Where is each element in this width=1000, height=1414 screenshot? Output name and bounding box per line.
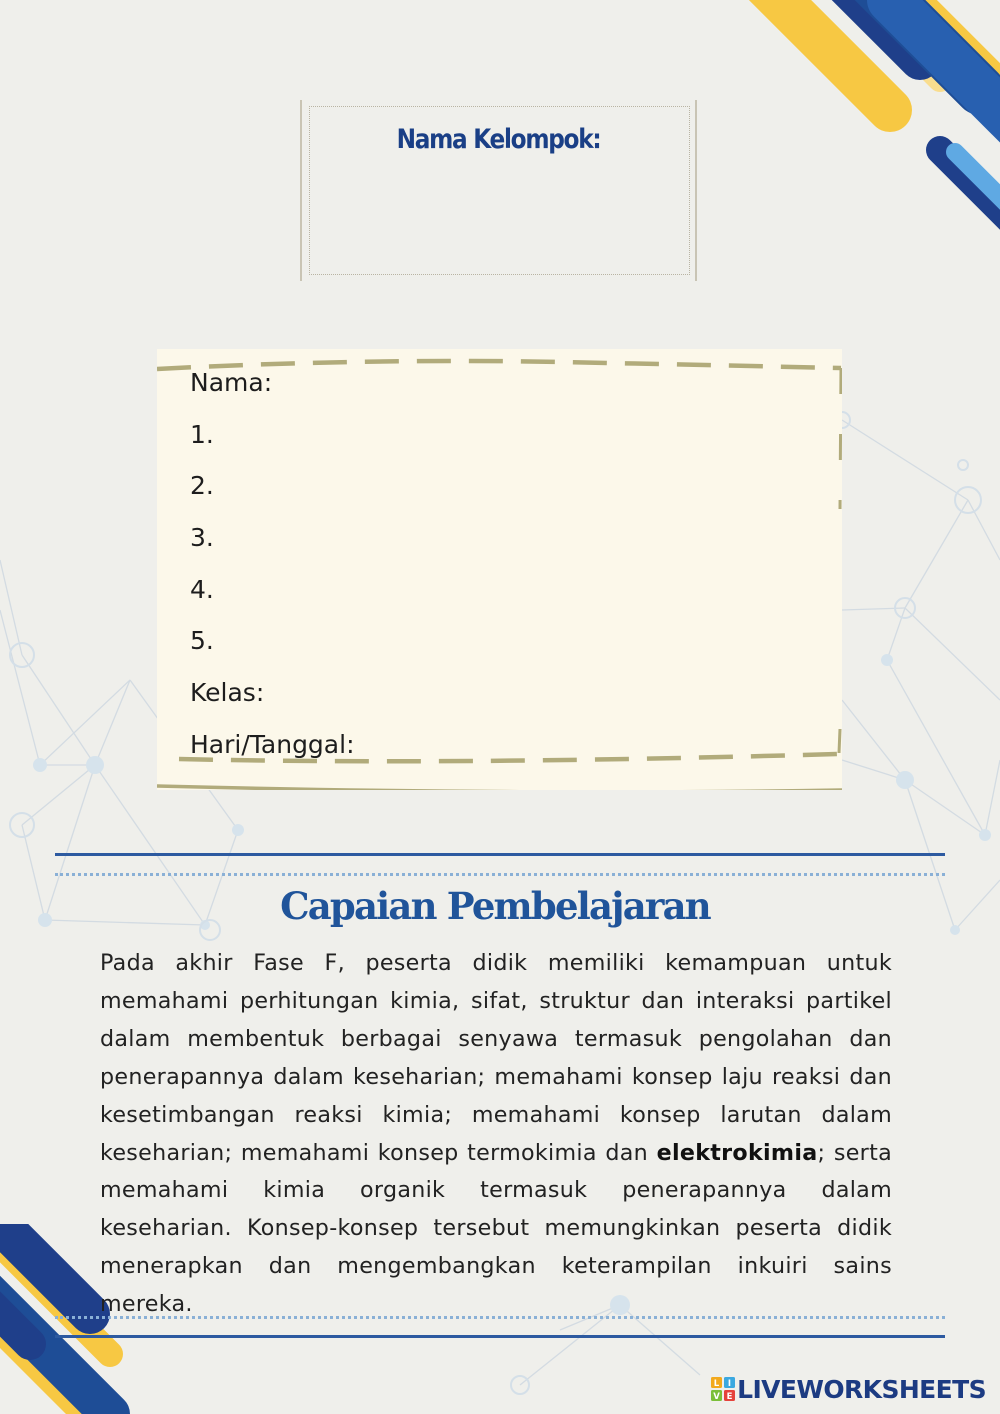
group-name-title: Nama Kelompok:	[396, 124, 601, 155]
liveworksheets-wordmark: LIVEWORKSHEETS	[737, 1374, 986, 1404]
section-top-rule	[55, 853, 945, 856]
paragraph-text-start: Pada akhir Fase F, peserta didik memiliki kemampuan untuk memahami perhitungan kimia, sifat, struktur dan interaksi partikel dalam membentuk berbagai senyawa termasuk pengolahan dan penerapannya dalam keseharian; memahami konsep laju reaksi dan kesetimbangan reaksi kimia; memahami konsep larutan dalam keseharian; memahami konsep termokimia dan	[100, 950, 892, 1166]
section-top-dotted-rule	[55, 873, 945, 876]
learning-outcome-paragraph	[100, 945, 892, 1324]
highlighted-term: elektrokimia	[656, 1139, 818, 1166]
member-1: 1.	[190, 419, 214, 449]
section-bottom-dotted-rule	[55, 1316, 945, 1319]
member-5: 5.	[190, 626, 214, 656]
name-label: Nama:	[190, 368, 273, 397]
liveworksheets-brand[interactable]	[711, 1372, 986, 1406]
member-3: 3.	[190, 523, 214, 553]
svg-text:E: E	[726, 1392, 733, 1401]
section-title: Capaian Pembelajaran	[280, 884, 710, 928]
member-2: 2.	[190, 471, 214, 501]
member-4: 4.	[190, 574, 214, 604]
svg-text:L: L	[713, 1379, 720, 1389]
liveworksheets-logo-icon	[711, 1377, 735, 1401]
top-right-stripe-decoration	[740, 0, 1000, 250]
svg-text:V: V	[713, 1392, 720, 1401]
paragraph-text-end: ; serta memahami kimia organik termasuk penerapannya dalam keseharian. Konsep-konsep tersebut memungkinkan peserta didik menerapkan dan mengembangkan keterampilan inkuiri sains mereka.	[100, 1139, 892, 1318]
group-name-box	[300, 100, 697, 281]
svg-text:I: I	[728, 1379, 732, 1389]
date-label: Hari/Tanggal:	[190, 729, 355, 759]
identity-card	[157, 349, 842, 790]
section-bottom-rule	[55, 1335, 945, 1338]
identity-fields	[190, 365, 355, 779]
class-label: Kelas:	[190, 678, 265, 708]
